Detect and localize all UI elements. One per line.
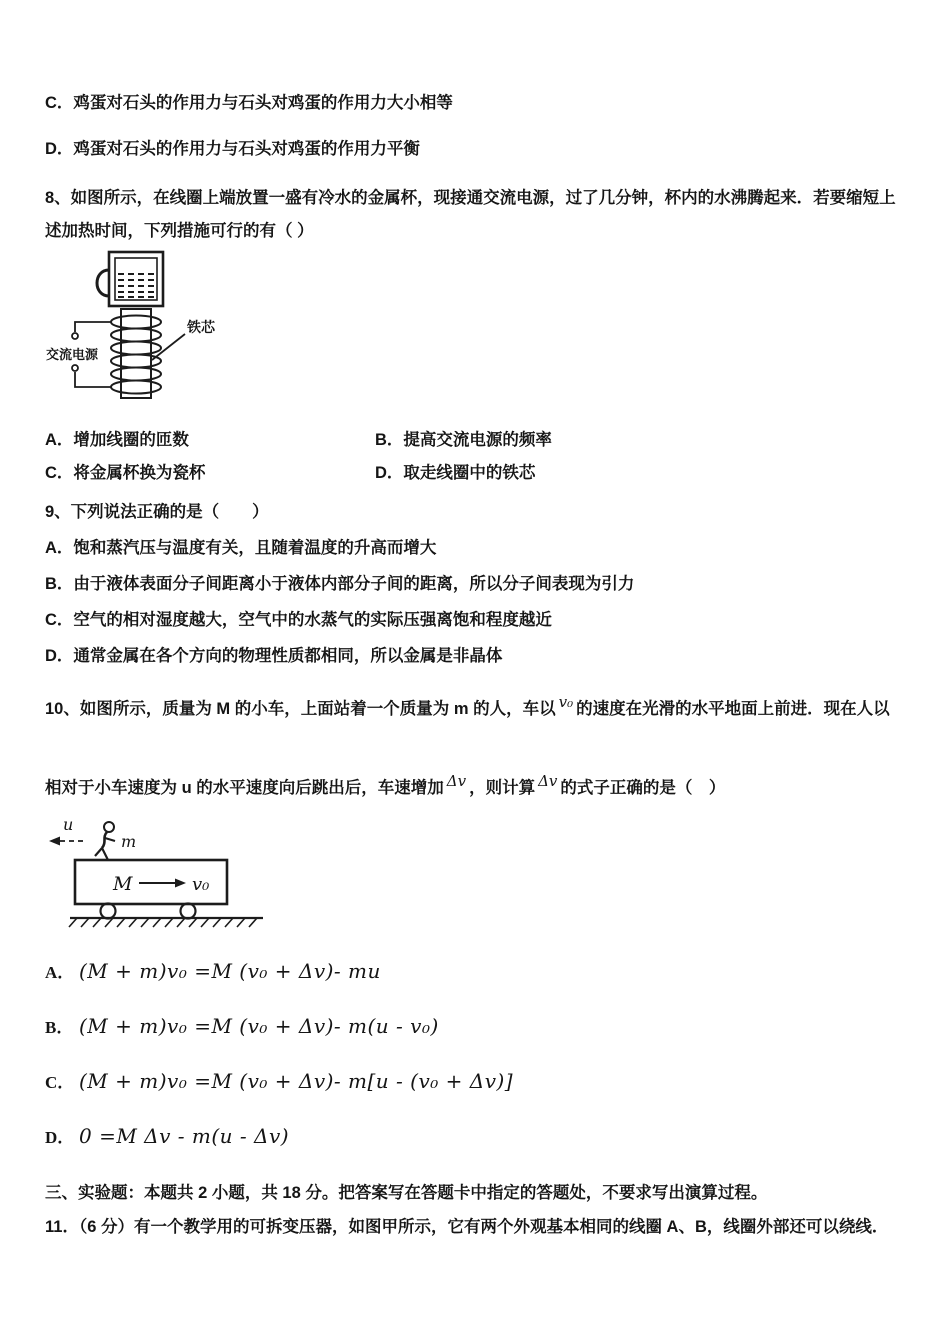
question10-stem-line1 [45,687,905,724]
section3-heading: 三、实验题：本题共 2 小题，共 18 分。把答案写在答题卡中指定的答题处，不要求写出演算过程。 [45,1184,768,1202]
question10-option-a [45,958,905,983]
option-letter: B． [45,1018,74,1037]
ac-power-label: 交流电源 [46,347,99,362]
question8-stem-line2: 述加热时间，下列措施可行的有（ ） [45,222,314,240]
question11-stem: 11．（6 分）有一个教学用的可拆变压器，如图甲所示，它有两个外观基本相同的线圈 A、B，线圈外部还可以绕线． [45,1218,889,1236]
question9-option-b: B．由于液体表面分子间距离小于液体内部分子间的距离，所以分子间表现为引力 [45,575,635,593]
u-label: u [63,815,74,834]
question8-options [45,429,905,484]
question9-option-d: D．通常金属在各个方向的物理性质都相同，所以金属是非晶体 [45,647,503,665]
option-formula: (M + m)v₀ =M (v₀ + Δv)- mu [79,959,381,983]
iron-core-label: 铁芯 [187,319,215,335]
question8-stem [45,182,905,248]
cart-person-figure [45,815,305,937]
ground-drawing [69,918,263,927]
question7-option-d: D．鸡蛋对石头的作用力与石头对鸡蛋的作用力平衡 [45,140,420,158]
option-formula: 0 =M Δv - m(u - Δv) [79,1124,290,1148]
question10-option-b [45,1013,905,1038]
question8-option-a: A．增加线圈的匝数 [45,431,189,449]
question9-option-a: A．饱和蒸汽压与温度有关，且随着温度的升高而增大 [45,539,437,557]
question7-option-c: C．鸡蛋对石头的作用力与石头对鸡蛋的作用力大小相等 [45,94,453,112]
cart-mass-label: M [113,873,133,895]
question9-option-c: C．空气的相对湿度越大，空气中的水蒸气的实际压强离饱和程度越近 [45,611,552,629]
person-drawing [95,822,115,860]
question9-stem: 9、下列说法正确的是（ ） [45,503,269,521]
question10-stem-2c: 的式子正确的是（ ） [560,779,726,797]
question10-stem-2b: ，则计算 [469,779,536,797]
m-label: m [121,832,137,851]
question10-stem-1a: 10、如图所示，质量为 M 的小车，上面站着一个质量为 m 的人，车以 [45,700,556,718]
coil-heating-cup-figure [45,248,325,408]
delta-v-symbol: Δv [538,772,558,790]
question10-option-d [45,1123,905,1148]
v0-label: v₀ [192,874,210,895]
water-cup-drawing [97,252,163,306]
delta-v-symbol: Δv [446,772,467,790]
question10-stem-2a: 相对于小车速度为 u 的水平速度向后跳出后，车速增加 [45,779,444,797]
question8-option-d: D．取走线圈中的铁芯 [375,464,536,482]
question8-option-b: B．提高交流电源的频率 [375,431,552,449]
v0-symbol: v₀ [558,693,574,711]
question8-option-c: C．将金属杯换为瓷杯 [45,464,206,482]
option-letter: C． [45,1073,75,1092]
v0-velocity-arrow [139,879,186,888]
option-letter: A． [45,963,75,982]
option-letter: D． [45,1128,75,1147]
u-velocity-arrow [49,837,83,846]
option-formula: (M + m)v₀ =M (v₀ + Δv)- m(u - v₀) [79,1014,439,1038]
option-formula: (M + m)v₀ =M (v₀ + Δv)- m[u - (v₀ + Δv)] [79,1069,514,1093]
question10-stem-line2 [45,766,905,803]
question8-stem-line1: 8、如图所示，在线圈上端放置一盛有冷水的金属杯，现接通交流电源，过了几分钟，杯内的水沸腾起来．若要缩短上 [45,189,896,207]
question10-stem-1b: 的速度在光滑的水平地面上前进．现在人以 [576,700,890,718]
question10-option-c [45,1068,905,1093]
